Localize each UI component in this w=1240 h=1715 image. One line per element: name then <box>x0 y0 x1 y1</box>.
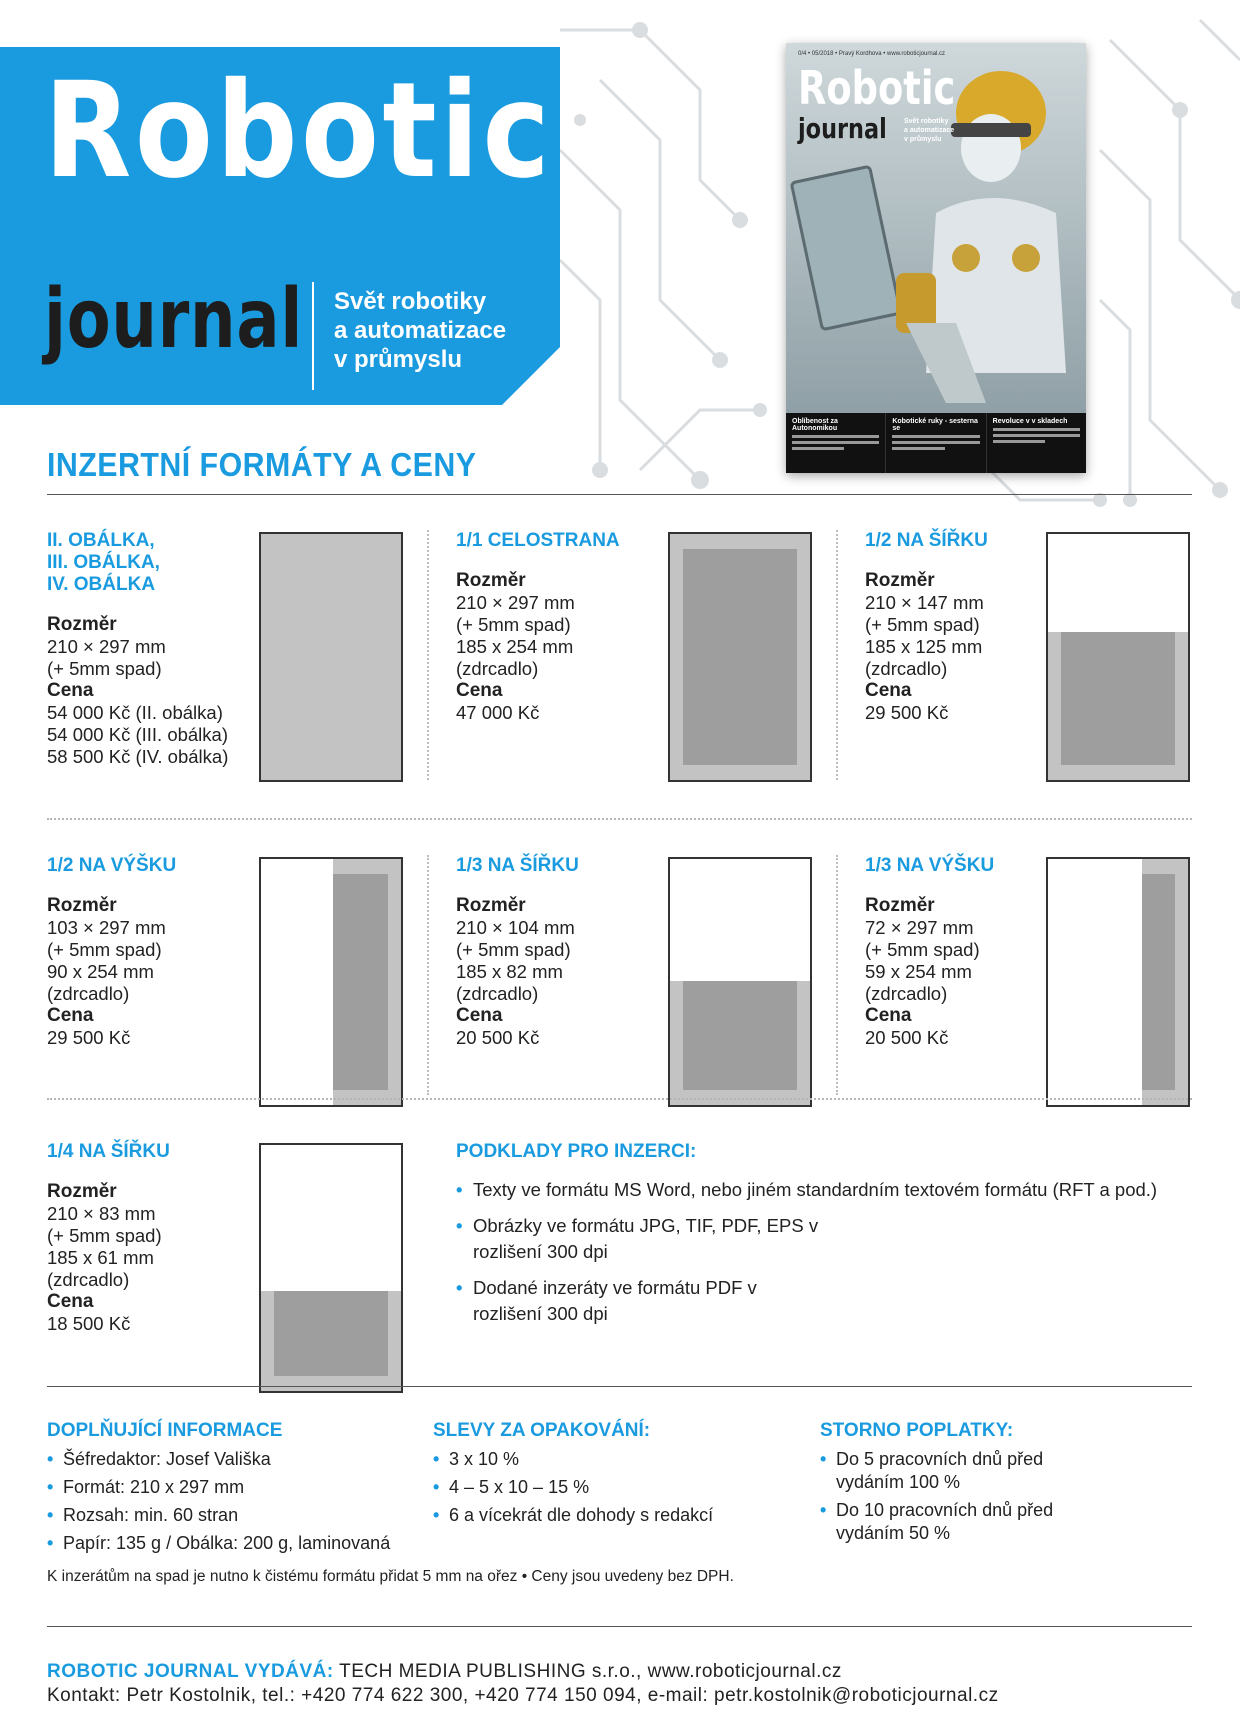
cover-logo-journal: journal <box>798 112 887 145</box>
list-item: • Formát: 210 x 297 mm <box>47 1476 417 1499</box>
format-title: 1/3 NA VÝŠKU <box>865 855 995 876</box>
cover-tagline-line: v průmyslu <box>904 136 942 143</box>
price-value: 54 000 Kč (III. obálka) <box>47 724 228 745</box>
list-item: • 3 x 10 % <box>433 1448 803 1471</box>
price-label: Cena <box>865 1005 912 1026</box>
masthead <box>0 47 560 405</box>
price-value: 29 500 Kč <box>47 1027 131 1048</box>
size-value: 185 x 254 mm <box>456 636 574 657</box>
size-value: (zdrcadlo) <box>865 658 948 679</box>
publisher-contact: Kontakt: Petr Kostolnik, tel.: +420 774 622 300, +420 774 150 094, e-mail: petr.kostolnik@roboticjournal.cz <box>47 1685 999 1706</box>
size-value: 103 × 297 mm <box>47 917 166 938</box>
size-value: (+ 5mm spad) <box>865 939 980 960</box>
divider <box>427 855 429 1095</box>
size-value: 210 × 83 mm <box>47 1203 156 1224</box>
format-diagram <box>668 532 812 782</box>
divider <box>836 855 838 1095</box>
size-value: 210 × 147 mm <box>865 592 984 613</box>
footnote: K inzerátům na spad je nutno k čistému formátu přidat 5 mm na ořez • Ceny jsou uvedeny bez DPH. <box>47 1568 734 1585</box>
info-column <box>47 1420 417 1560</box>
cancellation-column <box>820 1420 1080 1550</box>
format-title: 1/2 NA ŠÍŘKU <box>865 530 988 551</box>
size-label: Rozměr <box>47 895 117 916</box>
size-label: Rozměr <box>47 614 117 635</box>
cover-column-title: Kobotické ruky - sesterna se <box>892 418 978 432</box>
size-value: (+ 5mm spad) <box>47 658 162 679</box>
size-label: Rozměr <box>865 895 935 916</box>
size-label: Rozměr <box>865 570 935 591</box>
divider <box>47 818 1192 820</box>
price-label: Cena <box>456 680 503 701</box>
price-label: Cena <box>47 1291 94 1312</box>
format-title: IV. OBÁLKA <box>47 574 156 595</box>
format-diagram <box>668 857 812 1107</box>
divider <box>47 1626 1192 1627</box>
cover-topline: 0/4 • 05/2018 • Pravý Kordhova • www.roboticjournal.cz <box>798 51 946 57</box>
list-item: • Obrázky ve formátu JPG, TIF, PDF, EPS v rozlišení 300 dpi <box>456 1213 826 1265</box>
divider <box>47 1386 1192 1387</box>
format-diagram <box>259 1143 403 1393</box>
format-title: 1/3 NA ŠÍŘKU <box>456 855 579 876</box>
size-value: (+ 5mm spad) <box>456 939 571 960</box>
cover-tagline-line: a automatizace <box>904 127 955 134</box>
format-title: 1/2 NA VÝŠKU <box>47 855 177 876</box>
cover-column <box>987 413 1086 473</box>
price-value: 54 000 Kč (II. obálka) <box>47 702 223 723</box>
size-value: (zdrcadlo) <box>456 983 539 1004</box>
format-title: 1/4 NA ŠÍŘKU <box>47 1141 170 1162</box>
format-diagram <box>259 532 403 782</box>
logo-journal: journal <box>44 272 304 367</box>
price-value: 20 500 Kč <box>865 1027 949 1048</box>
price-value: 58 500 Kč (IV. obálka) <box>47 746 229 767</box>
size-value: 185 x 82 mm <box>456 961 563 982</box>
logo-divider <box>312 282 314 390</box>
list-item: • Rozsah: min. 60 stran <box>47 1504 417 1527</box>
cover-column <box>886 413 986 473</box>
price-value: 18 500 Kč <box>47 1313 131 1334</box>
publisher-label: ROBOTIC JOURNAL VYDÁVÁ: <box>47 1661 334 1682</box>
divider <box>836 530 838 780</box>
size-value: (zdrcadlo) <box>865 983 948 1004</box>
tagline-line: v průmyslu <box>334 346 463 373</box>
size-value: 210 × 104 mm <box>456 917 575 938</box>
publisher-company: TECH MEDIA PUBLISHING s.r.o., www.roboticjournal.cz <box>333 1661 842 1682</box>
publisher-line <box>47 1660 999 1684</box>
size-value: 185 x 125 mm <box>865 636 983 657</box>
format-diagram <box>1046 857 1190 1107</box>
price-value: 29 500 Kč <box>865 702 949 723</box>
price-value: 47 000 Kč <box>456 702 540 723</box>
size-label: Rozměr <box>456 895 526 916</box>
size-value: 90 x 254 mm <box>47 961 154 982</box>
size-value: 210 × 297 mm <box>47 636 166 657</box>
price-label: Cena <box>47 680 94 701</box>
cover-column <box>786 413 886 473</box>
price-label: Cena <box>456 1005 503 1026</box>
list-item: • Texty ve formátu MS Word, nebo jiném standardním textovém formátu (RFT a pod.) <box>456 1177 1176 1203</box>
tagline <box>334 287 506 374</box>
list-item: • Do 10 pracovních dnů před vydáním 50 % <box>820 1499 1080 1545</box>
divider <box>47 494 1192 495</box>
list-item: • Šéfredaktor: Josef Vališka <box>47 1448 417 1471</box>
tagline-line: Svět robotiky <box>334 288 487 315</box>
publisher-info <box>47 1660 999 1708</box>
magazine-cover <box>786 43 1086 473</box>
list-item: • 6 a vícekrát dle dohody s redakcí <box>433 1504 803 1527</box>
format-title: III. OBÁLKA, <box>47 552 160 573</box>
size-value: (zdrcadlo) <box>47 983 130 1004</box>
list-item: • Dodané inzeráty ve formátu PDF v rozlišení 300 dpi <box>456 1275 786 1327</box>
discount-column <box>433 1420 803 1532</box>
size-value: 210 × 297 mm <box>456 592 575 613</box>
size-value: (+ 5mm spad) <box>47 1225 162 1246</box>
size-value: 72 × 297 mm <box>865 917 974 938</box>
size-value: (+ 5mm spad) <box>456 614 571 635</box>
section-title: INZERTNÍ FORMÁTY A CENY <box>47 446 477 483</box>
list-item: • Papír: 135 g / Obálka: 200 g, laminovaná <box>47 1532 417 1555</box>
size-label: Rozměr <box>47 1181 117 1202</box>
info-title: DOPLŇUJÍCÍ INFORMACE <box>47 1420 283 1441</box>
size-value: (+ 5mm spad) <box>47 939 162 960</box>
logo-robotic: Robotic <box>44 54 554 208</box>
size-value: (+ 5mm spad) <box>865 614 980 635</box>
list-item: • 4 – 5 x 10 – 15 % <box>433 1476 803 1499</box>
price-value: 20 500 Kč <box>456 1027 540 1048</box>
discount-title: SLEVY ZA OPAKOVÁNÍ: <box>433 1420 651 1441</box>
cover-column-title: Revoluce v v skladech <box>992 418 1068 425</box>
podklady-title: PODKLADY PRO INZERCI: <box>456 1141 697 1162</box>
format-title: II. OBÁLKA, <box>47 530 155 551</box>
cover-column-title: Oblíbenost za Autonomikou <box>792 418 838 432</box>
cover-bottom-band <box>786 413 1086 473</box>
format-diagram <box>1046 532 1190 782</box>
cover-tagline-line: Svět robotiky <box>904 118 949 125</box>
size-value: (zdrcadlo) <box>47 1269 130 1290</box>
cover-tagline <box>904 117 954 144</box>
tagline-line: a automatizace <box>334 317 507 344</box>
divider <box>47 1098 1192 1100</box>
format-diagram <box>259 857 403 1107</box>
podklady-section <box>456 1141 1176 1337</box>
size-value: 185 x 61 mm <box>47 1247 154 1268</box>
price-label: Cena <box>865 680 912 701</box>
cancellation-title: STORNO POPLATKY: <box>820 1420 1014 1441</box>
size-label: Rozměr <box>456 570 526 591</box>
format-title: 1/1 CELOSTRANA <box>456 530 620 551</box>
size-value: 59 x 254 mm <box>865 961 972 982</box>
price-label: Cena <box>47 1005 94 1026</box>
list-item: • Do 5 pracovních dnů před vydáním 100 % <box>820 1448 1080 1494</box>
size-value: (zdrcadlo) <box>456 658 539 679</box>
divider <box>427 530 429 780</box>
cover-logo-robotic: Robotic <box>798 61 956 115</box>
